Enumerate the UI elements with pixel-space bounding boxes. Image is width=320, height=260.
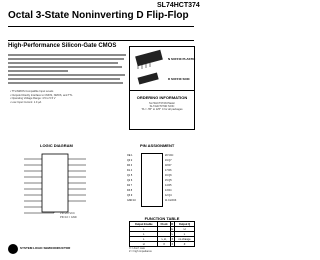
pin-note: PIN 10 = GND (60, 216, 77, 219)
table-row: H X X Z (130, 242, 195, 247)
table-header: D (171, 222, 174, 226)
pin-left: D3 8 (127, 189, 133, 192)
logic-diagram (14, 150, 104, 220)
pin-right: 18 D7 (165, 164, 172, 167)
pin-left: Q2 6 (127, 179, 133, 182)
pin-right: 12 Q4 (165, 194, 172, 197)
subtitle: High-Performance Silicon-Gate CMOS (8, 43, 117, 49)
ordering-line: TA = -55° to 125° C for all packages (141, 108, 183, 111)
feature-item: • Low Input Current: 1.0 μA (10, 100, 42, 104)
table-note: X = don't care (129, 247, 145, 250)
pin-note: PIN 20=VCC (60, 212, 75, 215)
dip-label: N SUFFIX PLASTIC (168, 57, 196, 61)
ordering-title: ORDERING INFORMATION (136, 95, 188, 100)
pin-right: 20 VCC (165, 154, 174, 157)
feature-item: • Operating Voltage Range: 4.5 to 5.5 V (10, 97, 56, 101)
pin-left: D1 4 (127, 169, 133, 172)
table-row: L L,H, X no change (130, 237, 195, 242)
pin-left: GND 10 (127, 199, 136, 202)
company-name: SYSTEM LOGIC SEMICONDUCTOR (20, 246, 71, 250)
pin-right: 16 Q6 (165, 174, 172, 177)
function-table-grid (129, 221, 195, 247)
title-rule-top (8, 26, 194, 27)
feature-item: • TTL/NMOS Compatible Input Levels (10, 90, 54, 93)
page-title: Octal 3-State Noninverting D Flip-Flop (8, 10, 189, 21)
pin-assignment (115, 149, 195, 209)
pin-right: 14 D5 (165, 184, 172, 187)
pin-right: 19 Q7 (165, 159, 172, 162)
function-table-title: FUNCTION TABLE (144, 216, 180, 221)
soic-label: D SUFFIX SOIC (168, 77, 190, 81)
description-text (8, 54, 128, 86)
pin-left: Q1 5 (127, 174, 133, 177)
title-rule-bottom (8, 40, 194, 41)
dip-package-icon (135, 50, 163, 69)
feature-item: • Outputs Directly Interface to CMOS, NMOS, and TTL (10, 93, 73, 97)
logic-diagram-title: LOGIC DIAGRAM (40, 143, 73, 148)
pin-left: Q3 9 (127, 194, 133, 197)
part-number: SL74HCT374 (157, 2, 200, 9)
table-row: L L L (130, 232, 195, 237)
pin-assignment-title: PIN ASSIGNMENT (140, 143, 175, 148)
pin-left: Q0 2 (127, 159, 133, 162)
pin-right: 15 Q5 (165, 179, 172, 182)
pin-left: OE 1 (127, 154, 133, 157)
package-drawings (130, 47, 194, 91)
company-logo-icon (8, 244, 18, 254)
function-table (129, 216, 195, 253)
pin-right: 17 D6 (165, 169, 172, 172)
soic-package-icon (138, 73, 159, 85)
ordering-line: SL74HCT374D SOIC (149, 105, 175, 108)
pin-left: D0 3 (127, 164, 133, 167)
pin-right: 11 CLOCK (165, 199, 177, 202)
table-note: Z = high impedance (129, 250, 152, 253)
table-header: Output Enable (130, 222, 158, 227)
ordering-info (129, 90, 195, 131)
feature-list (10, 90, 130, 104)
pin-left: D2 7 (127, 184, 133, 187)
table-row: L H H (130, 227, 195, 232)
ordering-line: SL74HCT374N Plastic (149, 102, 175, 105)
table-header: Clock (158, 222, 170, 227)
table-header: Output Q (175, 222, 195, 227)
pin-right: 13 D4 (165, 189, 172, 192)
